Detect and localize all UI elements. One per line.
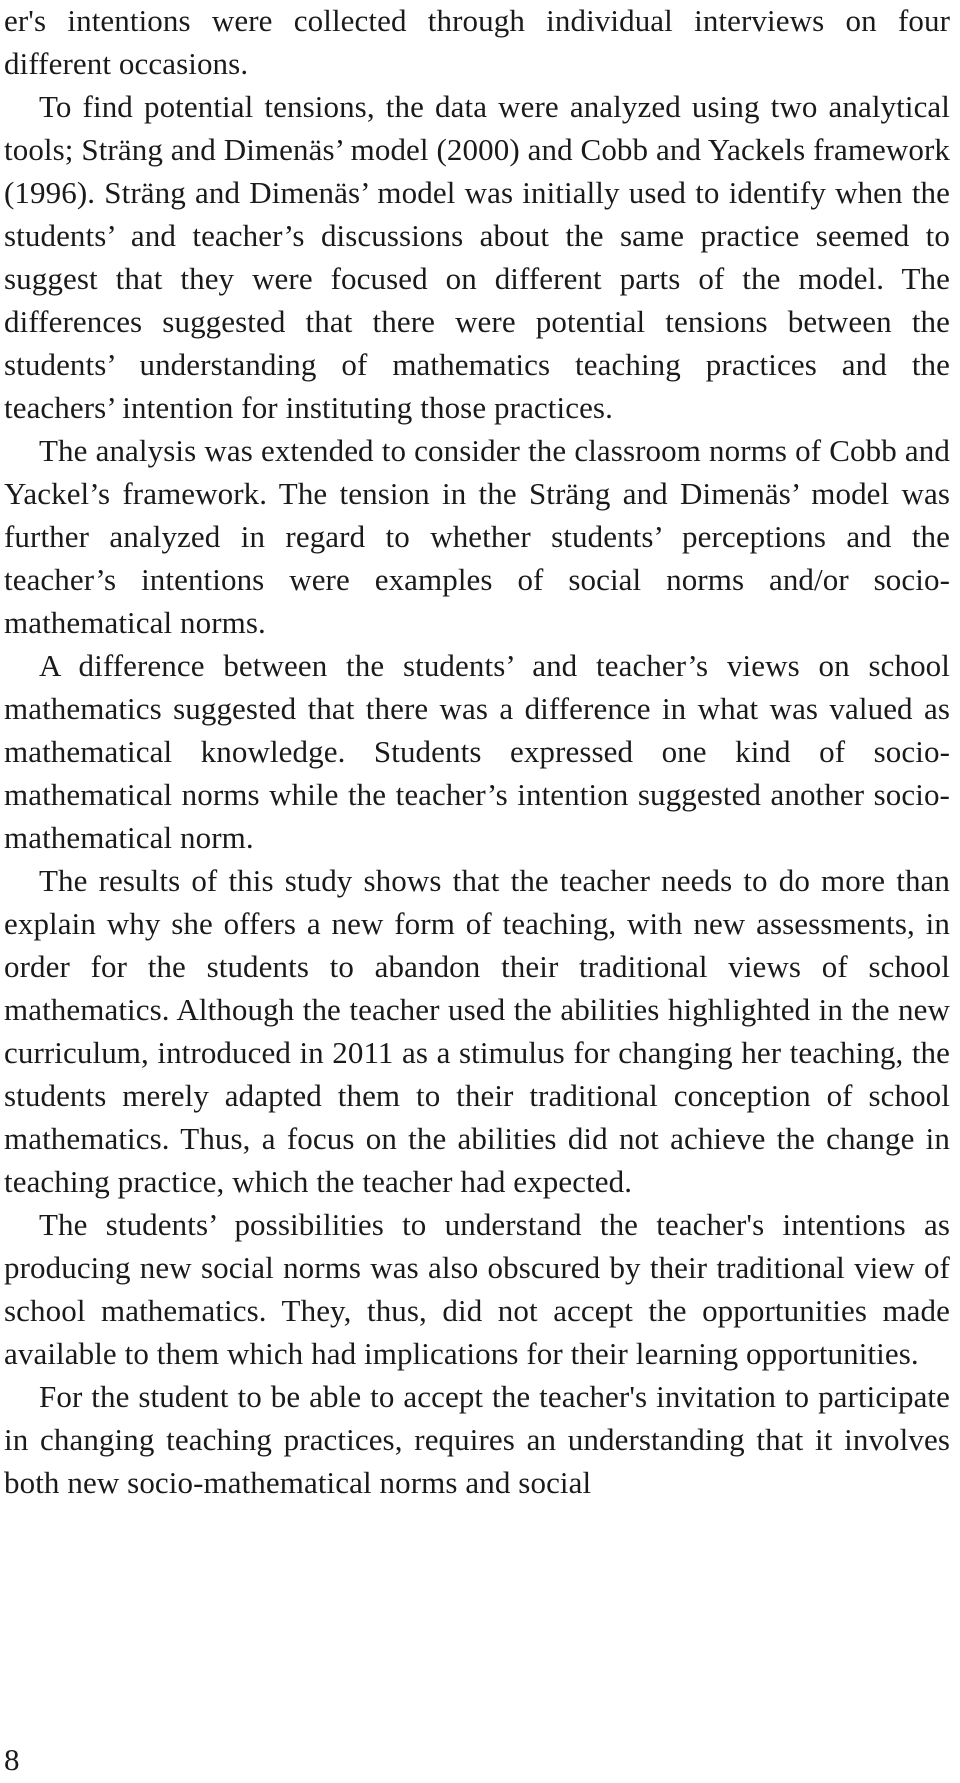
paragraph-analysis-tools: To find potential tensions, the data were analyzed using two analytical tools; Sträng and Dimenäs’ model (2000) and Cobb and Yackels framework (1996). Sträng and Dimenäs’ model was initially used to identify when the students’ and teacher’s discussions about the same practice seemed to suggest that they were focused on different parts of the model. The differences suggested that there were potential tensions between the students’ understanding of mathematics teaching practices and the teachers’ intention for instituting those practices. bbox=[4, 89, 950, 425]
paragraph-invitation: For the student to be able to accept the teacher's invitation to participate in changing teaching practices, requires an understanding that it involves both new socio-mathematical norms and social bbox=[4, 1379, 950, 1500]
paragraph-continued: er's intentions were collected through individual interviews on four different occasions. bbox=[4, 3, 950, 81]
body-text bbox=[4, 0, 950, 1504]
paragraph-social-norms: The students’ possibilities to understand the teacher's intentions as producing new social norms was also obscured by their traditional view of school mathematics. They, thus, did not accept the opportunities made available to them which had implications for their learning opportunities. bbox=[4, 1207, 950, 1371]
paragraph-classroom-norms: The analysis was extended to consider the classroom norms of Cobb and Yackel’s framework. The tension in the Sträng and Dimenäs’ model was further analyzed in regard to whether students’ perceptions and the teacher’s intentions were examples of social norms and/or socio-mathematical norms. bbox=[4, 433, 950, 640]
page-number: 8 bbox=[4, 1742, 20, 1777]
paragraph-views-difference: A difference between the students’ and teacher’s views on school mathematics suggested that there was a difference in what was valued as mathematical knowledge. Students expressed one kind of socio-mathematical norms while the teacher’s intention suggested another socio-mathematical norm. bbox=[4, 648, 950, 855]
paragraph-results: The results of this study shows that the teacher needs to do more than explain why she offers a new form of teaching, with new assessments, in order for the students to abandon their traditional views of school mathematics. Although the teacher used the abilities highlighted in the new curriculum, introduced in 2011 as a stimulus for changing her teaching, the students merely adapted them to their traditional conception of school mathematics. Thus, a focus on the abilities did not achieve the change in teaching practice, which the teacher had expected. bbox=[4, 863, 950, 1199]
